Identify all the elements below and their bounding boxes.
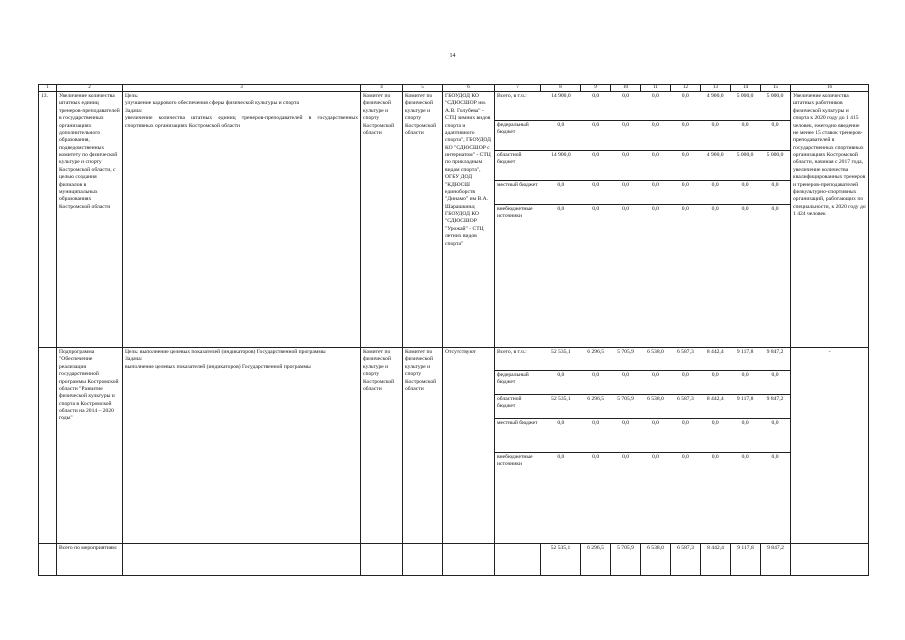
funding-value: 0,0 bbox=[700, 120, 730, 150]
funding-value: 0,0 bbox=[771, 453, 779, 460]
funding-value: 0,0 bbox=[700, 418, 730, 452]
participants: ГБОУДОД КО "СДЮСШОР им. А.В. Голубева" - СТЦ зимних видов спорта и адаптивного спорта", ГБОУДОД КО "СДЮСШОР с интернатом" - СТЦ по прикладным видам спорта", ОГБУ ДОД "КДЮСШ единоборств "Динамо" им В.А. Шарашкина; ГБОУДОД КО "СДЮСШОР "Урожай" - СТЦ летних видов спорта" bbox=[443, 92, 495, 348]
funding-value: 0,0 bbox=[622, 453, 630, 460]
total-value: 52 535,1 bbox=[541, 544, 581, 576]
task-text: выполнение целевых показателей (индикаторов) Государственной программы bbox=[125, 363, 311, 370]
total-value: 8 442,4 bbox=[701, 544, 731, 576]
funding-value: 6 538,0 bbox=[641, 348, 671, 370]
funding-value: 0,0 bbox=[700, 370, 730, 394]
column-number: 7 bbox=[495, 85, 541, 92]
funding-block bbox=[495, 92, 791, 348]
column-number: 2 bbox=[57, 85, 123, 92]
goal-label: Цель: bbox=[125, 93, 139, 99]
co-executor: Комитет по физической культуре и спорту Костромской области bbox=[403, 92, 443, 348]
column-number: 3 bbox=[123, 85, 361, 92]
task-text: увеличение количества штатных единиц тренеров-преподавателей в государственных спортивных организациях Костромской области bbox=[125, 115, 358, 129]
page-number: 14 bbox=[449, 53, 456, 59]
subprogram-name: Подпрограмма "Обеспечение реализации государственной программы Костромской области "Развитие физической культуры и спорта в Костромской области на 2014 – 2020 годы" bbox=[57, 348, 123, 544]
column-number: 5 bbox=[403, 85, 443, 92]
funding-value: 0,0 bbox=[760, 418, 790, 452]
funding-value: 0,0 bbox=[611, 120, 641, 150]
funding-value: 0,0 bbox=[581, 418, 611, 452]
funding-value: 0,0 bbox=[670, 92, 700, 120]
funding-value: 0,0 bbox=[681, 453, 689, 460]
column-number: 15 bbox=[761, 85, 791, 92]
task-label: Задача: bbox=[125, 356, 143, 363]
funding-value: 8 442,4 bbox=[700, 394, 730, 418]
funding-value: 0,0 bbox=[641, 150, 671, 180]
funding-table bbox=[495, 348, 790, 496]
funding-value: 9 117,8 bbox=[730, 394, 760, 418]
funding-source-name: местный бюджет bbox=[495, 418, 541, 452]
funding-value: 0,0 bbox=[670, 120, 700, 150]
funding-value: 0,0 bbox=[670, 180, 700, 204]
empty-cell bbox=[361, 544, 403, 576]
empty-cell bbox=[443, 544, 495, 576]
goal-text: выполнение целевых показателей (индикаторов) Государственной программы bbox=[139, 349, 326, 355]
funding-value: 6 296,5 bbox=[581, 348, 611, 370]
funding-value: 0,0 bbox=[641, 180, 671, 204]
funding-value: 0,0 bbox=[622, 205, 630, 212]
funding-value: 0,0 bbox=[557, 205, 565, 212]
funding-source-name: областной бюджет bbox=[495, 394, 541, 418]
funding-value: 0,0 bbox=[670, 150, 700, 180]
goal-text: улучшение кадрового обеспечения сферы физической культуры и спорта bbox=[125, 100, 299, 107]
funding-value: 4 900,0 bbox=[700, 150, 730, 180]
expected-result: Увеличение количества штатных работников физической культуры и спорта к 2020 году до 1 415 человек, ежегодно введение не менее 15 ставок тренеров-преподавателей в государственных спортивных организациях Костромской области, начиная с 2017 года, увеличение количества квалифицированных тренеров и тренеров-преподавателей физкультурно-спортивных организаций, работающих по специальности, к 2020 году до 1 424 человек bbox=[791, 92, 869, 348]
task-label: Задача: bbox=[125, 107, 143, 114]
funding-value: 0,0 bbox=[581, 180, 611, 204]
funding-value: 0,0 bbox=[641, 370, 671, 394]
goal-task-cell bbox=[123, 348, 361, 544]
funding-value: 9 847,2 bbox=[760, 348, 790, 370]
funding-value: 0,0 bbox=[541, 120, 581, 150]
funding-value: 52 535,1 bbox=[541, 348, 581, 370]
participants: Отсутствуют bbox=[443, 348, 495, 544]
co-executor: Комитет по физической культуре и спорту Костромской области bbox=[403, 348, 443, 544]
funding-value: 0,0 bbox=[711, 205, 719, 212]
funding-value: 5 000,0 bbox=[730, 150, 760, 180]
total-value: 5 705,9 bbox=[611, 544, 641, 576]
funding-value: 0,0 bbox=[611, 180, 641, 204]
funding-source-name: местный бюджет bbox=[495, 180, 541, 204]
row-number bbox=[39, 348, 57, 544]
goal-label: Цель: bbox=[125, 349, 139, 355]
total-value: 6 538,0 bbox=[641, 544, 671, 576]
funding-source-name: Всего, в т.ч.: bbox=[495, 348, 541, 370]
column-number: 13 bbox=[701, 85, 731, 92]
funding-value: 0,0 bbox=[681, 205, 689, 212]
total-value: 9 117,8 bbox=[731, 544, 761, 576]
funding-value: 0,0 bbox=[651, 205, 659, 212]
column-number: 6 bbox=[443, 85, 495, 92]
total-label: Всего по мероприятиям: bbox=[57, 544, 123, 576]
funding-value: 0,0 bbox=[670, 418, 700, 452]
empty-cell bbox=[495, 544, 541, 576]
funding-value: 0,0 bbox=[651, 453, 659, 460]
funding-value: 0,0 bbox=[741, 205, 749, 212]
column-number-row bbox=[39, 85, 869, 92]
funding-value: 0,0 bbox=[730, 418, 760, 452]
total-value: 6 296,5 bbox=[581, 544, 611, 576]
funding-value: 0,0 bbox=[581, 150, 611, 180]
funding-value: 14 900,0 bbox=[541, 92, 581, 120]
expected-result: - bbox=[791, 348, 869, 544]
funding-source-row bbox=[495, 180, 790, 204]
funding-value: 0,0 bbox=[641, 92, 671, 120]
total-value: 9 847,2 bbox=[761, 544, 791, 576]
funding-value: 0,0 bbox=[741, 453, 749, 460]
total-value: 6 587,3 bbox=[671, 544, 701, 576]
funding-value: 5 705,9 bbox=[611, 394, 641, 418]
funding-value: 0,0 bbox=[760, 180, 790, 204]
funding-value: 6 587,3 bbox=[670, 348, 700, 370]
funding-value: 0,0 bbox=[581, 120, 611, 150]
column-number: 9 bbox=[581, 85, 611, 92]
funding-value: 0,0 bbox=[611, 370, 641, 394]
goal-line bbox=[125, 349, 358, 356]
funding-value: 9 847,2 bbox=[760, 394, 790, 418]
row-number bbox=[39, 544, 57, 576]
empty-cell bbox=[791, 544, 869, 576]
funding-source-row bbox=[495, 150, 790, 180]
column-number: 10 bbox=[611, 85, 641, 92]
funding-source-row bbox=[495, 204, 790, 254]
funding-value: 8 442,4 bbox=[700, 348, 730, 370]
funding-source-row bbox=[495, 418, 790, 452]
funding-value: 14 900,0 bbox=[541, 150, 581, 180]
funding-value: 0,0 bbox=[700, 180, 730, 204]
funding-value: 0,0 bbox=[730, 180, 760, 204]
funding-source-name: областной бюджет bbox=[495, 150, 541, 180]
funding-value: 0,0 bbox=[581, 370, 611, 394]
funding-value: 0,0 bbox=[760, 370, 790, 394]
funding-value: 0,0 bbox=[730, 120, 760, 150]
responsible-executor: Комитет по физической культуре и спорту Костромской области bbox=[361, 92, 403, 348]
funding-value: 6 538,0 bbox=[641, 394, 671, 418]
funding-source-row bbox=[495, 452, 790, 496]
funding-value: 0,0 bbox=[611, 418, 641, 452]
funding-source-name: внебюджетные источники bbox=[497, 205, 533, 219]
column-number: 11 bbox=[641, 85, 671, 92]
funding-source-name: внебюджетные источники bbox=[497, 453, 533, 467]
funding-source-row bbox=[495, 120, 790, 150]
empty-cell bbox=[403, 544, 443, 576]
funding-source-name: федеральный бюджет bbox=[495, 370, 541, 394]
column-number: 16 bbox=[791, 85, 869, 92]
funding-value: 0,0 bbox=[541, 418, 581, 452]
funding-value: 5 705,9 bbox=[611, 348, 641, 370]
funding-source-row bbox=[495, 348, 790, 370]
funding-value: 0,0 bbox=[541, 370, 581, 394]
funding-value: 5 000,0 bbox=[760, 92, 790, 120]
funding-block bbox=[495, 348, 791, 544]
column-number: 12 bbox=[671, 85, 701, 92]
funding-value: 0,0 bbox=[711, 453, 719, 460]
funding-value: 0,0 bbox=[611, 150, 641, 180]
table-row bbox=[39, 92, 869, 348]
column-number: 8 bbox=[541, 85, 581, 92]
funding-source-row bbox=[495, 92, 790, 120]
funding-value: 0,0 bbox=[592, 205, 600, 212]
funding-value: 0,0 bbox=[592, 453, 600, 460]
goal-task-cell bbox=[123, 92, 361, 348]
funding-value: 5 000,0 bbox=[730, 92, 760, 120]
funding-value: 6 587,3 bbox=[670, 394, 700, 418]
funding-value: 0,0 bbox=[641, 418, 671, 452]
funding-value: 0,0 bbox=[670, 370, 700, 394]
funding-source-name: Всего, в т.ч.: bbox=[495, 92, 541, 120]
funding-value: 0,0 bbox=[730, 370, 760, 394]
program-activities-table bbox=[38, 84, 869, 576]
funding-value: 0,0 bbox=[641, 120, 671, 150]
funding-value: 0,0 bbox=[581, 92, 611, 120]
funding-value: 4 900,0 bbox=[700, 92, 730, 120]
funding-value: 6 296,5 bbox=[581, 394, 611, 418]
column-number: 1 bbox=[39, 85, 57, 92]
funding-value: 0,0 bbox=[760, 120, 790, 150]
measure-name: Увеличение количества штатных единиц тренеров-преподавателей в государственных организациях дополнительного образования, подведомственных комитету по физической культуре и спорту Костромской области, с целью создания филиалов в муниципальных образованиях Костромской области bbox=[57, 92, 123, 348]
responsible-executor: Комитет по физической культуре и спорту Костромской области bbox=[361, 348, 403, 544]
funding-source-row bbox=[495, 394, 790, 418]
funding-table bbox=[495, 92, 790, 254]
funding-source-name: федеральный бюджет bbox=[495, 120, 541, 150]
table-row bbox=[39, 348, 869, 544]
funding-value: 52 535,1 bbox=[541, 394, 581, 418]
column-number: 14 bbox=[731, 85, 761, 92]
funding-value: 0,0 bbox=[611, 92, 641, 120]
funding-value: 0,0 bbox=[771, 205, 779, 212]
funding-source-row bbox=[495, 370, 790, 394]
funding-value: 9 117,8 bbox=[730, 348, 760, 370]
empty-cell bbox=[123, 544, 361, 576]
column-number: 4 bbox=[361, 85, 403, 92]
funding-value: 5 000,0 bbox=[760, 150, 790, 180]
total-row bbox=[39, 544, 869, 576]
funding-value: 0,0 bbox=[541, 180, 581, 204]
row-number: 13. bbox=[39, 92, 57, 348]
funding-value: 0,0 bbox=[557, 453, 565, 460]
